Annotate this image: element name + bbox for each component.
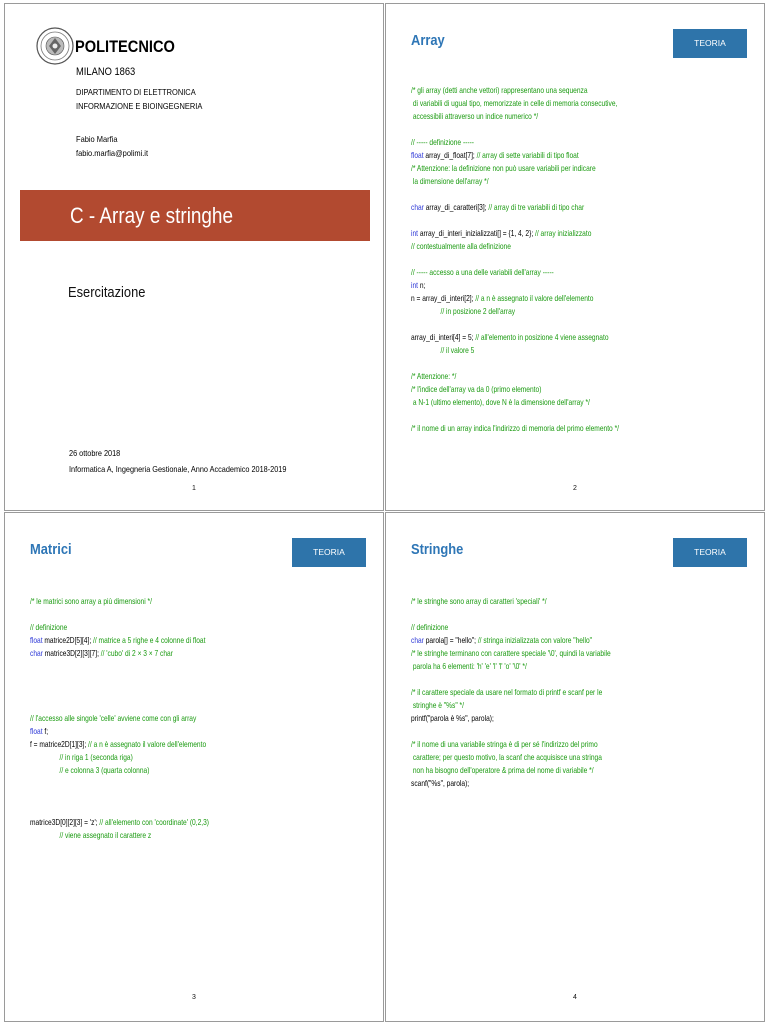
teoria-badge: TEORIA xyxy=(673,538,747,567)
code-comment: /* il nome di una variabile stringa è di per sé l'indirizzo del primo xyxy=(411,739,598,749)
code-keyword: int xyxy=(411,228,419,238)
code-line xyxy=(411,357,619,370)
code-comment: // all'elemento in posizione 4 viene assegnato xyxy=(475,332,609,342)
code-line xyxy=(411,686,611,699)
code-line xyxy=(30,738,209,751)
presentation-date: 26 ottobre 2018 xyxy=(69,448,121,458)
page-number: 1 xyxy=(192,485,196,492)
code-comment: // array inizializzato xyxy=(535,228,592,238)
code-comment: // il valore 5 xyxy=(411,345,475,355)
code-line xyxy=(411,149,619,162)
code-text: matrice3D[0][2][3] = 'z'; xyxy=(30,817,100,827)
code-text: f = matrice2D[1][3]; xyxy=(30,739,89,749)
page-number: 4 xyxy=(573,994,577,1001)
code-line xyxy=(411,370,619,383)
code-line xyxy=(411,608,611,621)
code-comment: /* le matrici sono array a più dimensioni */ xyxy=(30,596,152,606)
code-keyword: char xyxy=(411,635,424,645)
code-comment: // ----- definizione ----- xyxy=(411,137,474,147)
code-line xyxy=(411,240,619,253)
code-line xyxy=(411,396,619,409)
code-keyword: int xyxy=(411,280,419,290)
code-line xyxy=(411,188,619,201)
code-line xyxy=(411,110,619,123)
code-line xyxy=(411,738,611,751)
code-line xyxy=(30,621,209,634)
code-line xyxy=(411,344,619,357)
code-line xyxy=(411,227,619,240)
code-line xyxy=(30,634,209,647)
code-comment: parola ha 6 elementi: 'h' 'e' 'l' 'l' 'o' '\0' */ xyxy=(411,661,527,671)
code-line xyxy=(411,699,611,712)
slide-title: Array xyxy=(411,32,445,49)
code-line xyxy=(411,725,611,738)
code-line xyxy=(411,292,619,305)
code-comment: // array di sette variabili di tipo float xyxy=(476,150,579,160)
code-text: n; xyxy=(418,280,426,290)
code-line xyxy=(30,673,209,686)
code-block xyxy=(411,595,611,790)
department-line-1: DIPARTIMENTO DI ELETTRONICA xyxy=(76,87,196,97)
code-comment: // l'accesso alle singole 'celle' avviene come con gli array xyxy=(30,713,197,723)
university-name: POLITECNICO xyxy=(75,37,175,56)
author-email: fabio.marfia@polimi.it xyxy=(76,148,149,158)
slide-3 xyxy=(4,512,384,1022)
code-line xyxy=(411,383,619,396)
code-line xyxy=(30,725,209,738)
code-line xyxy=(411,751,611,764)
code-line xyxy=(30,777,209,790)
code-comment: accessibili attraverso un indice numerico */ xyxy=(411,111,539,121)
code-keyword: char xyxy=(411,202,424,212)
code-comment: /* Attenzione: */ xyxy=(411,371,457,381)
code-line xyxy=(30,712,209,725)
code-text: array_di_interi[4] = 5; xyxy=(411,332,476,342)
code-comment: la dimensione dell'array */ xyxy=(411,176,489,186)
code-comment: a N-1 (ultimo elemento), dove N è la dimensione dell'array */ xyxy=(411,397,590,407)
code-line xyxy=(30,829,209,842)
code-line xyxy=(411,422,619,435)
code-line xyxy=(30,699,209,712)
code-comment: /* gli array (detti anche vettori) rappresentano una sequenza xyxy=(411,85,588,95)
code-comment: // 'cubo' di 2 × 3 × 7 char xyxy=(100,648,173,658)
code-text: f; xyxy=(42,726,49,736)
code-line xyxy=(30,595,209,608)
code-comment: // all'elemento con 'coordinate' (0,2,3) xyxy=(99,817,209,827)
code-comment: /* il nome di un array indica l'indirizzo di memoria del primo elemento */ xyxy=(411,423,619,433)
code-text: matrice3D[2][3][7]; xyxy=(42,648,101,658)
code-line xyxy=(30,686,209,699)
politecnico-seal-logo xyxy=(35,24,75,70)
code-comment: // in riga 1 (seconda riga) xyxy=(30,752,133,762)
code-comment: // contestualmente alla definizione xyxy=(411,241,511,251)
code-comment: /* le stringhe sono array di caratteri 'speciali' */ xyxy=(411,596,547,606)
code-comment: non ha bisogno dell'operatore & prima del nome di variabile */ xyxy=(411,765,594,775)
code-line xyxy=(411,305,619,318)
department xyxy=(76,85,202,113)
code-keyword: float xyxy=(30,726,43,736)
code-comment: /* il carattere speciale da usare nel formato di printf e scanf per le xyxy=(411,687,603,697)
code-line xyxy=(30,803,209,816)
code-comment: // stringa inizializzata con valore "hello" xyxy=(477,635,592,645)
code-comment: di variabili di ugual tipo, memorizzate in celle di memoria consecutive, xyxy=(411,98,618,108)
code-text: parola[] = "hello"; xyxy=(423,635,478,645)
code-line xyxy=(411,266,619,279)
slide-title: Matrici xyxy=(30,541,72,558)
slide-2 xyxy=(385,3,765,511)
code-comment: // matrice a 5 righe e 4 colonne di float xyxy=(93,635,206,645)
presentation-title: C - Array e stringhe xyxy=(70,203,233,228)
code-line xyxy=(30,790,209,803)
code-text: n = array_di_interi[2]; xyxy=(411,293,476,303)
code-line xyxy=(411,214,619,227)
code-line xyxy=(411,97,619,110)
code-text: scanf("%s", parola); xyxy=(411,778,470,788)
code-line xyxy=(411,162,619,175)
code-comment: /* l'indice dell'array va da 0 (primo elemento) xyxy=(411,384,542,394)
code-keyword: float xyxy=(30,635,43,645)
code-line xyxy=(411,201,619,214)
code-comment: // ----- accesso a una delle variabili dell'array ----- xyxy=(411,267,554,277)
code-line xyxy=(411,621,611,634)
code-line xyxy=(30,751,209,764)
code-text: matrice2D[5][4]; xyxy=(42,635,94,645)
page-number: 2 xyxy=(573,485,577,492)
code-line xyxy=(411,136,619,149)
code-text: array_di_float[7]; xyxy=(423,150,477,160)
code-text: array_di_caratteri[3]; xyxy=(423,202,489,212)
presentation-subtitle: Esercitazione xyxy=(68,284,146,301)
code-block xyxy=(30,595,209,842)
code-comment: // viene assegnato il carattere z xyxy=(30,830,152,840)
code-line xyxy=(411,660,611,673)
code-line xyxy=(411,409,619,422)
code-comment: // a n è assegnato il valore dell'elemento xyxy=(88,739,207,749)
title-band xyxy=(20,190,370,241)
code-comment: // a n è assegnato il valore dell'elemento xyxy=(475,293,594,303)
code-line xyxy=(30,608,209,621)
code-line xyxy=(411,123,619,136)
code-comment: // definizione xyxy=(411,622,449,632)
code-line xyxy=(411,331,619,344)
code-line xyxy=(30,647,209,660)
slide-title: Stringhe xyxy=(411,541,464,558)
code-line xyxy=(411,647,611,660)
code-line xyxy=(411,777,611,790)
code-comment: // e colonna 3 (quarta colonna) xyxy=(30,765,150,775)
code-comment: /* Attenzione: la definizione non può usare variabili per indicare xyxy=(411,163,596,173)
code-comment: carattere; per questo motivo, la scanf che acquisisce una stringa xyxy=(411,752,602,762)
code-text: array_di_interi_inizializzati[] = {1, 4, 2}; xyxy=(418,228,536,238)
code-comment: /* le stringhe terminano con carattere speciale '\0', quindi la variabile xyxy=(411,648,611,658)
code-line xyxy=(30,816,209,829)
code-line xyxy=(411,595,611,608)
page-number: 3 xyxy=(192,994,196,1001)
code-line xyxy=(30,764,209,777)
author-block xyxy=(76,132,148,160)
code-line xyxy=(411,279,619,292)
code-line xyxy=(411,175,619,188)
department-line-2: INFORMAZIONE E BIOINGEGNERIA xyxy=(76,101,203,111)
code-line xyxy=(30,660,209,673)
slide-1 xyxy=(4,3,384,511)
code-keyword: float xyxy=(411,150,424,160)
teoria-badge: TEORIA xyxy=(673,29,747,58)
teoria-badge: TEORIA xyxy=(292,538,366,567)
university-year: MILANO 1863 xyxy=(76,66,136,78)
author-name: Fabio Marfia xyxy=(76,134,118,144)
code-block xyxy=(411,84,619,435)
code-line xyxy=(411,712,611,725)
code-keyword: char xyxy=(30,648,43,658)
code-text: printf("parola è %s", parola); xyxy=(411,713,494,723)
code-line xyxy=(411,673,611,686)
code-line xyxy=(411,318,619,331)
code-comment: // definizione xyxy=(30,622,68,632)
code-line xyxy=(411,764,611,777)
code-comment: stringhe è "%s" */ xyxy=(411,700,464,710)
code-line xyxy=(411,253,619,266)
code-comment: // array di tre variabili di tipo char xyxy=(488,202,585,212)
slide-footer xyxy=(69,445,286,477)
course-info: Informatica A, Ingegneria Gestionale, Anno Accademico 2018-2019 xyxy=(69,464,287,474)
code-line xyxy=(411,84,619,97)
code-line xyxy=(411,634,611,647)
code-comment: // in posizione 2 dell'array xyxy=(411,306,516,316)
slide-4 xyxy=(385,512,765,1022)
